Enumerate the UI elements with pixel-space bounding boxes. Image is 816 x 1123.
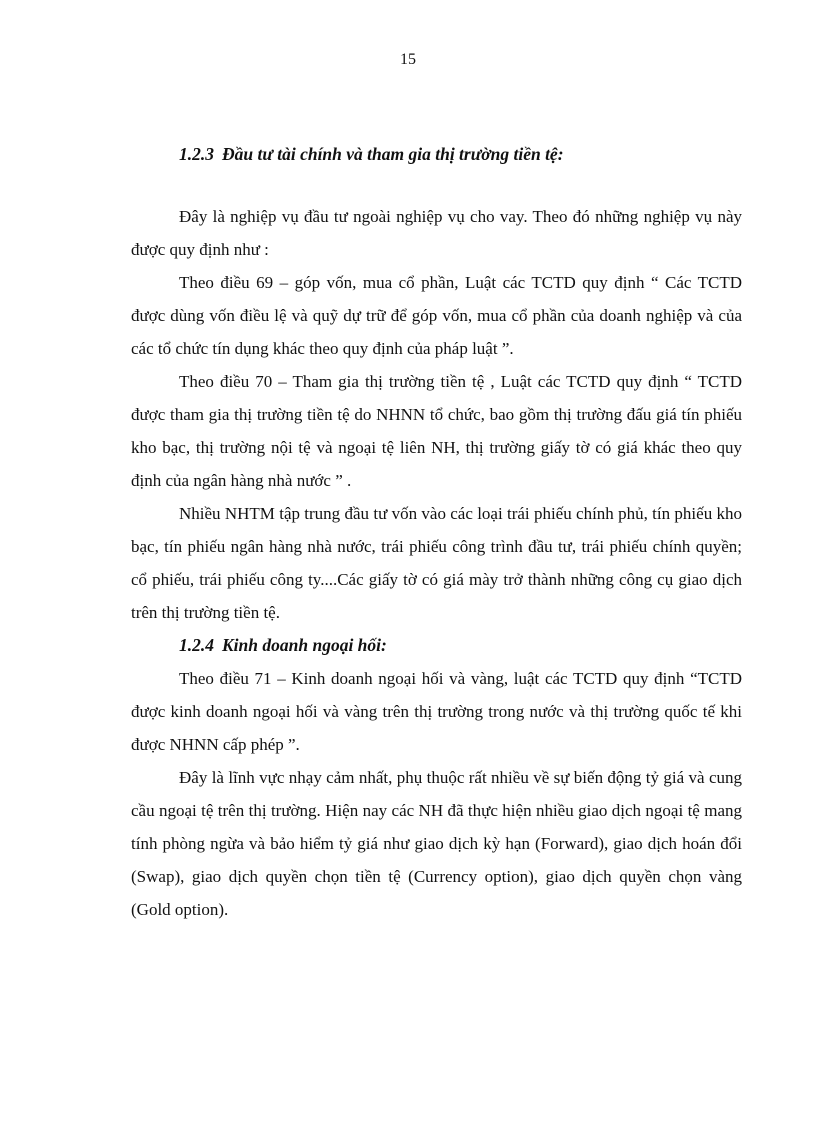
paragraph: Theo điều 70 – Tham gia thị trường tiền tệ , Luật các TCTD quy định “ TCTD được tham gia thị trường tiền tệ do NHNN tổ chức, bao gồm thị trường đấu giá tín phiếu kho bạc, thị trường nội tệ và ngoại tệ liên NH, thị trường giấy tờ có giá khác theo quy định của ngân hàng nhà nước ” . <box>131 372 742 490</box>
page-number: 15 <box>400 51 416 68</box>
section-title: Đầu tư tài chính và tham gia thị trường tiền tệ: <box>222 144 564 164</box>
section-number: 1.2.3 <box>179 144 214 164</box>
section-number: 1.2.4 <box>179 635 214 655</box>
paragraph: Đây là lĩnh vực nhạy cảm nhất, phụ thuộc rất nhiều về sự biến động tỷ giá và cung cầu ngoại tệ trên thị trường. Hiện nay các NH đã thực hiện nhiều giao dịch ngoại tệ mang tính phòng ngừa và bảo hiểm tỷ giá như giao dịch kỳ hạn (Forward), giao dịch hoán đổi (Swap), giao dịch quyền chọn tiền tệ (Currency option), giao dịch quyền chọn vàng (Gold option). <box>131 768 742 919</box>
paragraph: Nhiều NHTM tập trung đầu tư vốn vào các loại trái phiếu chính phủ, tín phiếu kho bạc, tín phiếu ngân hàng nhà nước, trái phiếu công trình đầu tư, trái phiếu chính quyền; cổ phiếu, trái phiếu công ty....Các giấy tờ có giá mày trở thành những công cụ giao dịch trên thị trường tiền tệ. <box>131 504 742 622</box>
paragraph: Đây là nghiệp vụ đầu tư ngoài nghiệp vụ cho vay. Theo đó những nghiệp vụ này được quy định như : <box>131 207 742 259</box>
paragraph: Theo điều 71 – Kinh doanh ngoại hối và vàng, luật các TCTD quy định “TCTD được kinh doanh ngoại hối và vàng trên thị trường trong nước và thị trường quốc tế khi được NHNN cấp phép ”. <box>131 669 742 754</box>
section-title: Kinh doanh ngoại hối: <box>222 635 387 655</box>
section-heading-1-2-4 <box>131 629 742 662</box>
page-content <box>131 138 742 926</box>
paragraph: Theo điều 69 – góp vốn, mua cổ phần, Luật các TCTD quy định “ Các TCTD được dùng vốn điều lệ và quỹ dự trữ để góp vốn, mua cổ phần của doanh nghiệp và của các tổ chức tín dụng khác theo quy định của pháp luật ”. <box>131 273 742 358</box>
section-heading-1-2-3 <box>131 138 742 171</box>
